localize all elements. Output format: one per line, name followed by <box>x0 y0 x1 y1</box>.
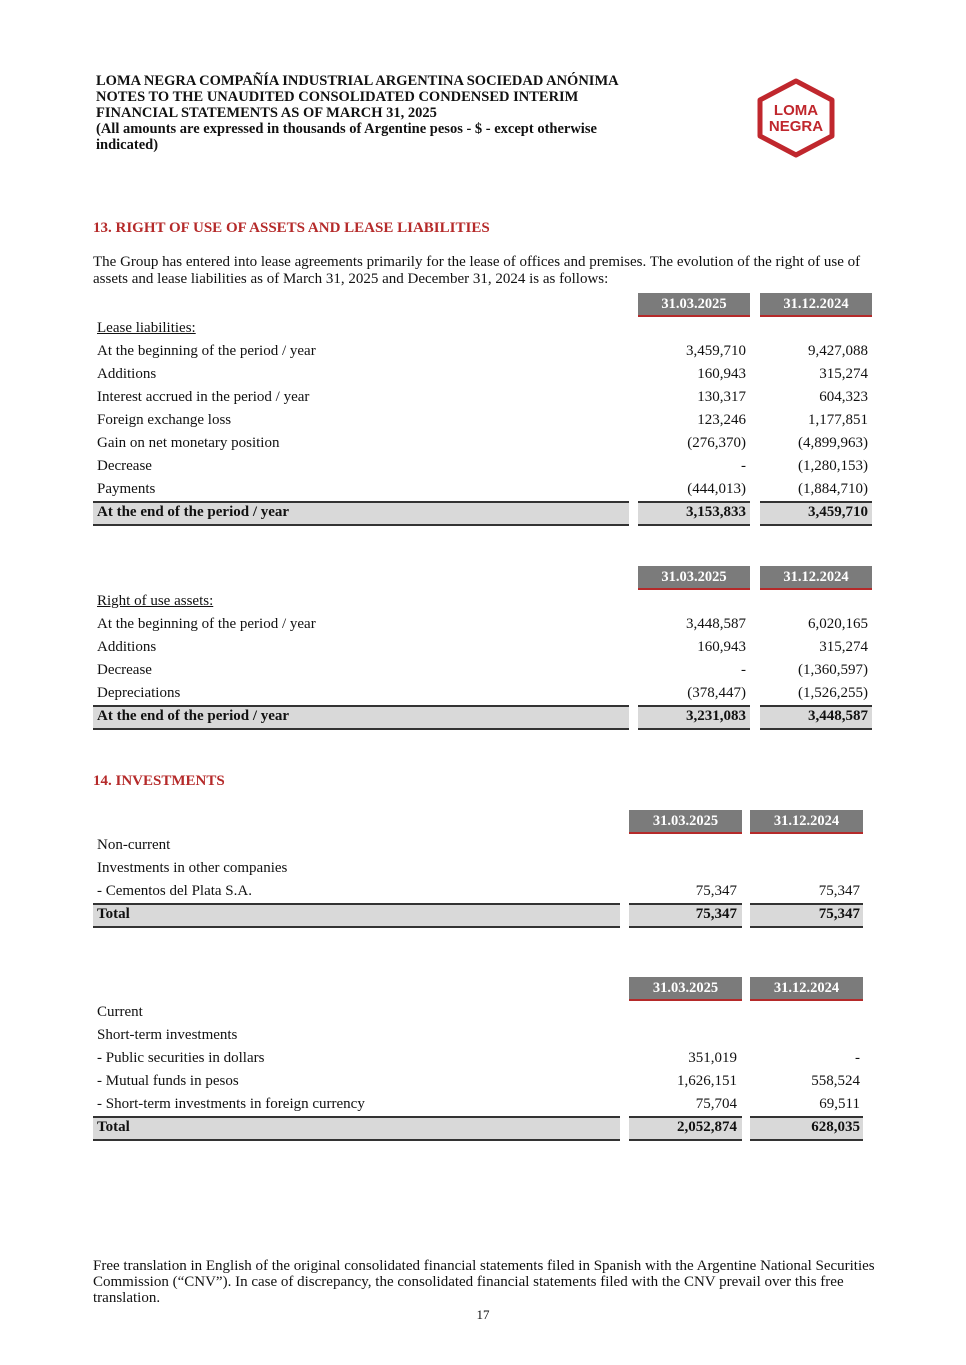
table-row <box>93 659 873 682</box>
table-caption-row <box>93 317 873 340</box>
column-header-2025: 31.03.2025 <box>629 810 742 834</box>
table-row <box>93 682 873 705</box>
column-header-2025: 31.03.2025 <box>629 977 742 1001</box>
right-of-use-caption: Right of use assets: <box>97 593 214 609</box>
table-row <box>93 1070 865 1093</box>
value-2024: - <box>855 1050 860 1066</box>
row-label: Current <box>97 1004 143 1020</box>
section-13-intro: The Group has entered into lease agreements primarily for the lease of offices and premises. The evolution of the right of use of assets and lease liabilities as of March 31, 2025 and December 31, 2024 is as follows: <box>93 254 861 287</box>
lease-liabilities-caption: Lease liabilities: <box>97 320 196 336</box>
value-2025: 75,347 <box>695 883 737 899</box>
table-row <box>93 1093 865 1116</box>
value-2024: (1,360,597) <box>798 662 868 678</box>
row-label: Non-current <box>97 837 171 853</box>
logo-text-loma: LOMA <box>773 102 819 119</box>
total-row <box>93 903 865 926</box>
table-row <box>93 386 873 409</box>
value-2024: 1,177,851 <box>808 412 868 428</box>
table-row <box>93 478 873 501</box>
row-label: - Cementos del Plata S.A. <box>97 883 252 899</box>
column-header-2024: 31.12.2024 <box>760 566 872 590</box>
table-header-row <box>93 293 873 317</box>
table-caption-row <box>93 590 873 613</box>
value-2025: 130,317 <box>697 389 746 405</box>
table-row <box>93 1001 865 1024</box>
section-14-title: 14. INVESTMENTS <box>93 773 225 789</box>
value-2025: 351,019 <box>688 1050 737 1066</box>
row-label: Decrease <box>97 458 152 474</box>
value-2024: (1,884,710) <box>798 481 868 497</box>
value-2025: (276,370) <box>687 435 746 451</box>
header-statements: FINANCIAL STATEMENTS AS OF MARCH 31, 2025 <box>96 105 437 121</box>
total-2024: 628,035 <box>811 1119 860 1135</box>
table-header-row <box>93 810 865 834</box>
value-2025: 3,459,710 <box>686 343 746 359</box>
value-2024: (1,280,153) <box>798 458 868 474</box>
header-amounts-note-cont: indicated) <box>96 137 159 153</box>
total-2024: 75,347 <box>818 906 860 922</box>
value-2024: 558,524 <box>811 1073 860 1089</box>
noncurrent-investments-table <box>93 810 865 926</box>
value-2025: 3,448,587 <box>686 616 746 632</box>
row-label: Additions <box>97 639 157 655</box>
table-row <box>93 1024 865 1047</box>
total-2025: 75,347 <box>695 906 737 922</box>
document-header <box>96 73 706 153</box>
column-header-2025: 31.03.2025 <box>638 293 750 317</box>
row-label: - Public securities in dollars <box>97 1050 265 1066</box>
loma-negra-logo <box>753 78 839 158</box>
value-2024: (1,526,255) <box>798 685 868 701</box>
value-2024: 315,274 <box>819 639 868 655</box>
row-label: - Short-term investments in foreign currency <box>97 1096 365 1112</box>
table-row <box>93 857 865 880</box>
total-row <box>93 1116 865 1139</box>
total-2025: 3,153,833 <box>686 504 746 520</box>
row-label: - Mutual funds in pesos <box>97 1073 239 1089</box>
total-2024: 3,448,587 <box>808 708 868 724</box>
value-2024: 315,274 <box>819 366 868 382</box>
value-2024: 69,511 <box>819 1096 860 1112</box>
value-2025: - <box>741 662 746 678</box>
row-label: At the beginning of the period / year <box>97 616 316 632</box>
column-header-2024: 31.12.2024 <box>750 977 863 1001</box>
header-company: LOMA NEGRA COMPAÑÍA INDUSTRIAL ARGENTINA SOCIEDAD ANÓNIMA <box>96 73 619 89</box>
row-label: Foreign exchange loss <box>97 412 232 428</box>
translation-disclaimer: Free translation in English of the original consolidated financial statements filed in Spanish with the Argentine National Securities Commission (“CNV”). In case of discrepancy, the consolidated financial statements filed with the CNV prevail over this free translation. <box>93 1258 875 1306</box>
row-label: Payments <box>97 481 156 497</box>
value-2025: 160,943 <box>697 366 746 382</box>
column-header-2024: 31.12.2024 <box>750 810 863 834</box>
value-2024: 9,427,088 <box>808 343 868 359</box>
value-2025: (378,447) <box>687 685 746 701</box>
table-row <box>93 363 873 386</box>
page-number: 17 <box>476 1307 490 1322</box>
column-header-2025: 31.03.2025 <box>638 566 750 590</box>
table-row <box>93 880 865 903</box>
row-label: At the beginning of the period / year <box>97 343 316 359</box>
row-label: Gain on net monetary position <box>97 435 280 451</box>
total-label: Total <box>97 906 130 922</box>
table-row <box>93 613 873 636</box>
table-row <box>93 834 865 857</box>
current-investments-table <box>93 977 865 1139</box>
value-2024: 6,020,165 <box>808 616 868 632</box>
value-2024: 75,347 <box>818 883 860 899</box>
total-label: Total <box>97 1119 130 1135</box>
total-row <box>93 705 873 728</box>
total-2025: 3,231,083 <box>686 708 746 724</box>
total-row <box>93 501 873 524</box>
table-row <box>93 1047 865 1070</box>
total-2024: 3,459,710 <box>808 504 868 520</box>
value-2025: - <box>741 458 746 474</box>
row-label: Depreciations <box>97 685 181 701</box>
total-label: At the end of the period / year <box>97 708 290 724</box>
row-label: Additions <box>97 366 157 382</box>
table-row <box>93 409 873 432</box>
value-2025: (444,013) <box>687 481 746 497</box>
table-header-row <box>93 566 873 590</box>
table-row <box>93 340 873 363</box>
table-row <box>93 636 873 659</box>
lease-liabilities-table <box>93 293 873 524</box>
header-amounts-note: (All amounts are expressed in thousands of Argentine pesos - $ - except otherwise <box>96 121 597 137</box>
section-13-title: 13. RIGHT OF USE OF ASSETS AND LEASE LIABILITIES <box>93 220 490 236</box>
logo-text-negra: NEGRA <box>768 118 824 135</box>
total-label: At the end of the period / year <box>97 504 290 520</box>
table-header-row <box>93 977 865 1001</box>
table-row <box>93 455 873 478</box>
value-2025: 75,704 <box>695 1096 737 1112</box>
row-label: Short-term investments <box>97 1027 238 1043</box>
right-of-use-assets-table <box>93 566 873 728</box>
row-label: Interest accrued in the period / year <box>97 389 310 405</box>
row-label: Decrease <box>97 662 152 678</box>
column-header-2024: 31.12.2024 <box>760 293 872 317</box>
value-2025: 123,246 <box>697 412 746 428</box>
total-2025: 2,052,874 <box>677 1119 737 1135</box>
row-label: Investments in other companies <box>97 860 288 876</box>
value-2024: (4,899,963) <box>798 435 868 451</box>
table-row <box>93 432 873 455</box>
value-2025: 1,626,151 <box>677 1073 737 1089</box>
value-2024: 604,323 <box>819 389 868 405</box>
value-2025: 160,943 <box>697 639 746 655</box>
header-notes: NOTES TO THE UNAUDITED CONSOLIDATED CONDENSED INTERIM <box>96 89 579 105</box>
